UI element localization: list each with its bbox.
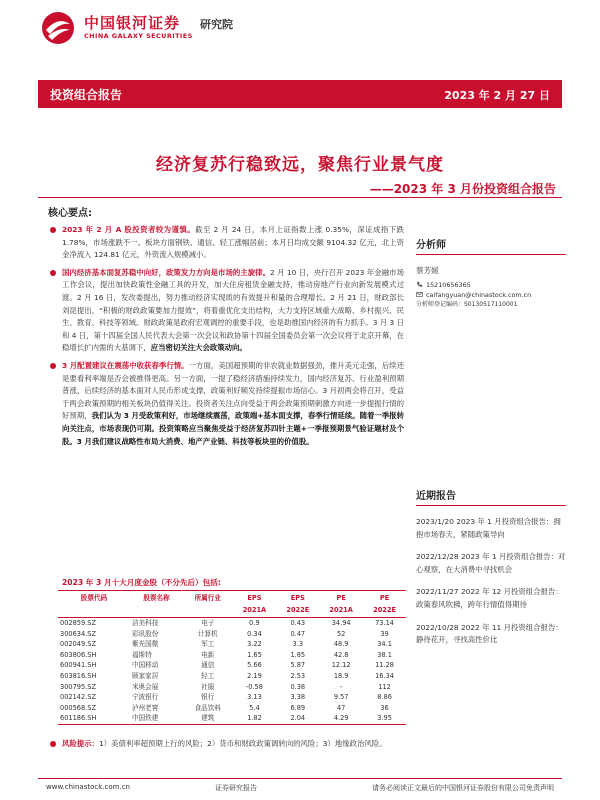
bullet-dot-icon <box>50 227 56 233</box>
table-cell: 36 <box>380 703 389 712</box>
analyst-phone <box>416 280 566 290</box>
table-cell: 顾家家居 <box>131 671 159 680</box>
recent-report-item[interactable]: 2022/11/27 2022 年 12 月投资组合报告：政策春风吹拂，跨年行情值得期待 <box>416 587 563 609</box>
table-cell: 48.9 <box>333 640 349 649</box>
company-logo <box>40 8 260 48</box>
col-header: 股票代码 <box>58 591 130 605</box>
recent-report-item[interactable]: 2022/12/28 2023 年 1 月投资组合报告：对心观察，在大消费中寻找机会 <box>416 552 566 574</box>
col-header <box>183 605 232 618</box>
table-cell: 16.34 <box>375 671 394 680</box>
table-cell: 米奥会展 <box>131 682 159 691</box>
table-cell: 电新 <box>201 650 215 659</box>
core-point-tail: 应当密切关注大会政策动向。 <box>150 343 247 353</box>
table-cell: 2.19 <box>247 671 262 680</box>
table-cell: 食品饮料 <box>194 703 221 712</box>
col-header: EPS <box>276 591 319 605</box>
table-cell: -0.58 <box>245 682 263 691</box>
table-cell: 银行 <box>201 693 215 702</box>
table-cell: 300795.SZ <box>60 682 96 691</box>
table-row <box>58 671 406 682</box>
table-cell: 5.87 <box>290 661 306 670</box>
core-point-lead: 3 月配置建议在震荡中收获春季行情。 <box>62 360 189 370</box>
core-point-lead: 2023 年 2 月 A 股投资者较为谨慎。 <box>62 225 196 234</box>
core-point-text: 一方面，美国超预期的非农就业数据强劲，推升美元走强，后续还是要看利率端是否会被推得更高。另一方面，一提了稳经济措施持续发力，国内经济复苏、行业盈利预期普涨，后续经济的基本面对人民币形成支撑，政策利好频发持续提振市场信心。3 月初两会将召开，受益于两会政策预期的相关板块仍值得关注。投资者关注点向受益于两会政策预期刺激方向进一步提振行情的好预期， <box>62 360 404 421</box>
stock-table <box>58 590 406 725</box>
table-cell: 3.22 <box>247 640 262 649</box>
col-header: 所属行业 <box>183 591 232 605</box>
table-cell: 3.95 <box>363 713 406 724</box>
table-cell: 0.47 <box>290 629 306 638</box>
col-header: PE <box>319 591 363 605</box>
table-cell: 300634.SZ <box>60 629 96 638</box>
table-cell: 8.86 <box>377 693 392 702</box>
analyst-phone-value: 15210656365 <box>426 281 471 289</box>
table-cell: 112 <box>378 682 391 691</box>
table-cell: 39 <box>380 629 389 638</box>
table-row <box>58 692 406 703</box>
table-cell: 5.66 <box>247 661 262 670</box>
col-header: 股票名称 <box>130 591 183 605</box>
table-cell: 3.3 <box>292 640 304 649</box>
table-cell: 通信 <box>201 661 215 670</box>
col-header <box>130 605 183 618</box>
analyst-email <box>416 290 566 300</box>
table-cell: 47 <box>336 703 346 712</box>
table-body <box>58 618 406 725</box>
table-row <box>58 703 406 714</box>
table-cell: 34.94 <box>331 619 351 627</box>
table-cell: 73.14 <box>375 619 394 627</box>
table-cell: 1.65 <box>247 650 262 659</box>
analyst-heading: 分析师 <box>416 236 566 255</box>
table-row <box>58 682 406 693</box>
risk-warning <box>62 738 404 750</box>
footer-center-label: 证券研究报告 <box>215 784 257 792</box>
title-divider <box>38 197 562 198</box>
footer-disclaimer: 请务必阅读正文最后的中国银河证券股份有限公司免责声明 <box>372 784 554 792</box>
core-point-3 <box>62 360 404 448</box>
footer-divider <box>38 778 562 779</box>
analyst-registration: 分析师登记编码：S0130517110001 <box>416 301 518 308</box>
table-cell: 9.57 <box>333 693 349 702</box>
table-cell: 紫光国微 <box>131 640 159 649</box>
recent-report-item[interactable]: 2023/1/20 2023 年 1 月投资组合报告：拥抱市场春天，紧随政策导向 <box>416 517 561 539</box>
report-subtitle: ——2023 年 3 月份投资组合报告 <box>369 182 556 196</box>
table-cell: 38.1 <box>377 650 392 659</box>
table-row <box>58 639 406 650</box>
table-header-row <box>58 605 406 618</box>
report-header-bar <box>38 80 562 108</box>
table-cell: 000568.SZ <box>60 703 96 712</box>
core-point-2 <box>62 267 404 355</box>
table-cell: 0.34 <box>247 629 262 638</box>
recent-reports <box>416 487 566 657</box>
table-cell: 洁美科技 <box>131 619 159 627</box>
table-cell: 0.38 <box>290 682 306 691</box>
bullet-dot-icon <box>50 270 56 276</box>
table-cell: 社服 <box>201 682 215 691</box>
table-cell: 2.53 <box>290 671 306 680</box>
col-header: PE <box>363 591 406 605</box>
table-cell: 600941.SH <box>60 661 97 670</box>
table-cell: 彩讯股份 <box>131 629 159 638</box>
table-cell: 3.38 <box>290 693 306 702</box>
analyst-panel <box>416 236 566 310</box>
table-cell: 宁波银行 <box>131 693 159 702</box>
report-title: 经济复苏行稳致远，聚焦行业景气度 <box>156 155 444 175</box>
phone-icon <box>416 281 423 288</box>
core-points-label: 核心要点: <box>48 208 92 219</box>
report-date: 2023 年 2 月 27 日 <box>444 89 550 102</box>
table-cell: 建筑 <box>183 713 232 724</box>
bullet-dot-icon <box>50 741 56 747</box>
table-cell: 18.9 <box>333 671 349 680</box>
col-header: 2022E <box>363 605 406 618</box>
report-type: 投资组合报告 <box>50 88 123 102</box>
table-cell: 002142.SZ <box>60 693 96 702</box>
logo-name-en: CHINA GALAXY SECURITIES <box>84 32 193 40</box>
col-header: 2022E <box>276 605 319 618</box>
risk-text: 1）美债利率超预期上行的风险；2）货币和财政政策调转向的风险；3）地缘政治风险。 <box>98 739 387 748</box>
table-cell: 0.43 <box>290 619 306 627</box>
table-cell: 1.85 <box>290 650 306 659</box>
table-cell: 52 <box>336 629 346 638</box>
analyst-email-value[interactable]: caifangyuan@chinastock.com.cn <box>426 291 532 299</box>
table-cell: 603816.SH <box>60 671 97 680</box>
bullet-dot-icon <box>50 363 56 369</box>
table-cell: 3.13 <box>247 693 262 702</box>
table-cell: 电子 <box>201 619 215 627</box>
table-cell: 1.82 <box>232 713 276 724</box>
table-cell: 5.4 <box>249 703 260 712</box>
analyst-name: 蔡芳媛 <box>416 266 439 275</box>
table-row <box>58 660 406 671</box>
core-point-1 <box>62 224 404 262</box>
core-point-text: 截至 2 月 24 日，本月上证指数上涨 0.35%，深证成指下跌 1.78%，市场涨跌不一。板块方面钢铁、通信、轻工涨幅居前；本月日均成交额 9104.32 亿元，北上资金净流入 124.81 亿元，外资流入规模减小。 <box>62 225 404 260</box>
galaxy-logo-icon <box>40 10 76 46</box>
table-cell: 中国移动 <box>131 661 159 670</box>
table-cell: 计算机 <box>197 629 218 638</box>
core-points-column <box>62 224 404 453</box>
table-cell: 军工 <box>201 640 215 649</box>
recent-reports-heading: 近期报告 <box>416 487 566 506</box>
table-cell: 轻工 <box>201 671 215 680</box>
table-cell: 603806.SH <box>60 650 97 659</box>
table-row <box>58 713 406 724</box>
institute-name: 研究院 <box>200 18 233 31</box>
table-row <box>58 650 406 661</box>
stock-table-title: 2023 年 3 月十大月度金股（不分先后）包括: <box>62 578 221 587</box>
mail-icon <box>416 291 423 298</box>
recent-report-item[interactable]: 2022/10/28 2022 年 11 月投资组合报告：静待花开，寻找高性价比 <box>416 622 563 645</box>
table-cell: 11.28 <box>375 661 394 670</box>
table-cell: 福斯特 <box>131 650 152 659</box>
table-cell: 2.04 <box>276 713 319 724</box>
logo-name-cn: 中国银河证券 <box>84 14 181 32</box>
table-cell: 泸州老窖 <box>131 703 159 712</box>
table-cell: 601186.SH <box>58 713 130 724</box>
table-cell: 002049.SZ <box>60 640 96 649</box>
table-cell: - <box>339 682 343 691</box>
col-header: 2021A <box>232 605 276 618</box>
table-cell: 12.12 <box>331 661 351 670</box>
risk-lead: 风险提示： <box>62 739 99 748</box>
core-point-text: 2 月 10 日，央行召开 2023 年金融市场工作会议，提出加快政策性金融工具的开发，加大住房租赁金融支持，推动房地产行业向新发展模式过渡。2 月 16 日，发改委提出，努力推动经济实现质的有效提升和量的合理增长。2 月 21 日，财政部长刘昆提出，“积极的财政政策要加力提效”，将着重优化支出结构，大力支持区域重大战略、乡村振兴、民生、教育、科技等领域。财政政策是政府宏观调控的重要手段，也是助推国内经济的有力抓手。3 月 3 日和 4 日，第十四届全国人民代表大会第一次会议和政协第十四届全国委员会第一次会议将于北京开幕，在稳增长扩内需的大基调下， <box>62 267 404 353</box>
table-cell: 0.9 <box>249 619 260 627</box>
table-cell: 42.8 <box>333 650 349 659</box>
table-row <box>58 629 406 640</box>
table-cell: 002859.SZ <box>60 619 96 627</box>
col-header <box>58 605 130 618</box>
table-cell: 4.29 <box>319 713 363 724</box>
core-point-lead: 国内经济基本面复苏稳中向好，政策发力方向是市场的主旋律。 <box>62 267 271 277</box>
col-header: 2021A <box>319 605 363 618</box>
table-header-row <box>58 591 406 605</box>
table-cell: 34.1 <box>377 640 392 649</box>
table-cell: 中国铁建 <box>130 713 183 724</box>
table-row <box>58 618 406 629</box>
table-cell: 6.89 <box>290 703 306 712</box>
col-header: EPS <box>232 591 276 605</box>
core-point-bold: 我们认为 3 月受政策利好，市场继续震荡，政策端+基本面支撑，春季行情延续。随着一季报转向关注点，市场表现仍可期。投资策略应当聚焦受益于经济复苏四针主题+一季报预期景气验证题材及个股。3 月我们建议战略性布局大消费、地产产业链、科技等板块里的价值股。 <box>62 411 404 446</box>
footer-website[interactable]: www.chinastock.com.cn <box>46 783 130 791</box>
